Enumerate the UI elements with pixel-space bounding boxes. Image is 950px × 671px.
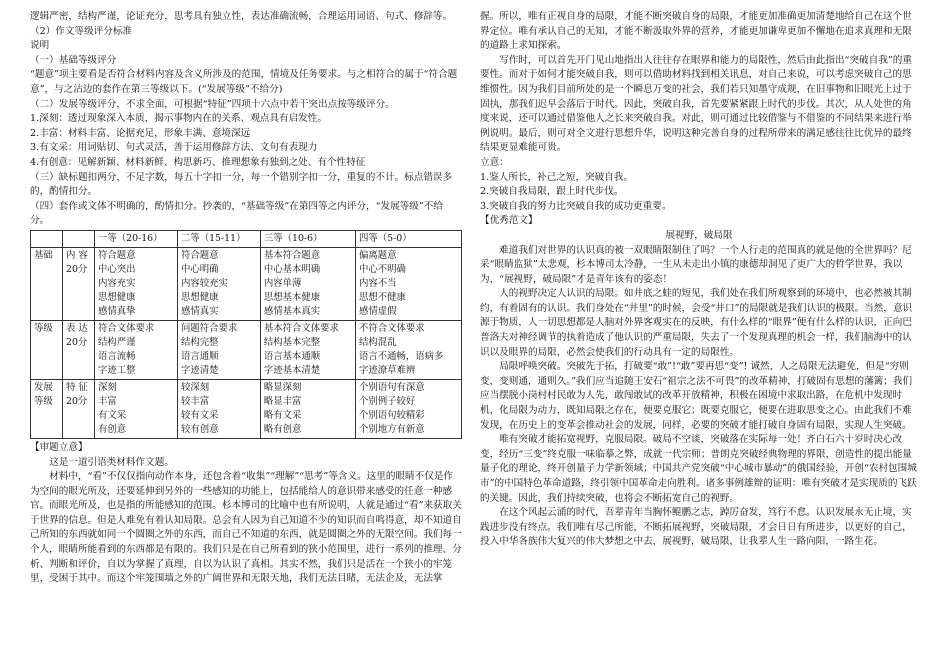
table-cell: 问题符合要求 结构完整 语言通顺 字迹清楚 — [177, 320, 260, 379]
development-item: 3.有文采：用词贴切、句式灵活，善于运用修辞方法、文句有表现力 — [30, 142, 318, 154]
table-row — [31, 247, 462, 320]
table-row — [31, 379, 462, 438]
table-cell: 符合文体要求 结构严谨 语言流畅 字迹工整 — [95, 320, 178, 379]
grading-table — [30, 230, 462, 439]
table-header: 二等（15-11） — [177, 230, 260, 247]
table-cell: 偏离题意 中心不明确 内容不当 思想不健康 感情虚假 — [355, 247, 461, 320]
row-item-label: 内 容 20分 — [63, 247, 95, 320]
idea-item: 3.突破自我的努力比突破自我的成功更重要。 — [480, 200, 672, 212]
penalty-rules: （三）缺标题扣两分，不足字数，每五十字扣一分，每一个错别字扣一分，重复的不计。标点错误多的，酌情扣分。 — [30, 171, 453, 198]
row-group-label: 基础 — [31, 247, 63, 320]
table-cell: 基本符合题意 中心基本明确 内容单薄 思想基本健康 感情基本真实 — [260, 247, 355, 320]
section-2-title: （2）作文等级评分标准 — [30, 25, 133, 37]
explain-label: 说明 — [30, 40, 50, 52]
idea-title: 立意： — [480, 156, 509, 168]
essay-paragraph: 在这个风起云涌的时代，吾辈青年当胸怀鲲鹏之志，踔厉奋发，笃行不怠。认识发展永无止境，实践进步没有终点。我们唯有尽己所能，不断拓展视野，突破局限，才会日日有所进步，以更好的自己，投入中华各族伟大复兴的伟大梦想之中去，展视野，破局限，让我辈人生一路向阳，一路生花。 — [480, 507, 912, 548]
table-cell: 符合题意 中心突出 内容充实 思想健康 感情真挚 — [95, 247, 178, 320]
writing-guidance: 写作时，可以首先开门见山地指出人往往存在眼界和能力的局限性，然后由此指出“突破自我”的重要性。而对于如何才能突破自我，则可以借助材料找到相关讯息，对自己来说，可以考虑突破自己的思维惯性。因为我们目前所处的是一个瞬息万变的社会，我们若只知墨守成规，在旧事物和旧眼光上过于固执，那我们迟早会落后于时代。因此，突破自我，首先要紧紧跟上时代的步伐。其次，从人处世的角度来说，还可以通过借鉴他人之长来突破自我。对此，则可通过比较借鉴与不借鉴的不同结果来进行举例说明。最后，则可对全文进行思想升华，说明这种完善自身的过程所带来的满足感往往比优异的最终结果更显难能可贵。 — [480, 54, 912, 154]
idea-item: 2.突破自我局限，跟上时代步伐。 — [480, 186, 624, 198]
idea-item: 1.鉴人所长，补己之短，突破自我。 — [480, 171, 634, 183]
essay-paragraph: 人的视野决定人认识的局限。如井底之蛙的短见，我们处在我们所观察到的环境中，也必然被其制约，有着固有的认识。我们身处在“井里”的时候，会受“井口”的局限就是我们认识的极限。当然，意识源于物质，人一切思想都是人脑对外界客观实在的反映，有什么样的“眼界”便有什么样的认识，正向巴普洛夫对神经调节的执着造成了他认识的严重局限，失去了一个发现真理的机会一样，我们脑海中的认识以及眼界的局限，必然会使我们的行动具有一定的局限性。 — [480, 288, 913, 358]
table-cell: 较深刻 较丰富 较有文采 较有创意 — [177, 379, 260, 438]
row-group-label: 等级 — [31, 320, 63, 379]
continued-paragraph: 握。所以，唯有正视自身的局限，才能不断突破自身的局限，才能更加准确更加清楚地给自己在这个世界定位。唯有承认自己的无知，才能不断汲取外界的营养，才能更加谦卑更加不懈地在追求真理和无限的道路上求知探索。 — [480, 11, 912, 52]
essay-paragraph: 唯有突破才能拓宽视野，克服局限。破局不空谈，突破落在实际每一处！齐白石六十岁时决心改变，经历“三变”终克服一味临摹之弊，成就一代宗师；普朗克突破经典物理的界限，创造性的提出能量量子化的理论，终开创量子力学新领域；中国共产党突破“中心城市暴动”的俄国经验，开创“农村包围城市”的中国特色革命道路，终引领中国革命走向胜利。诸多事例雄辩的证明：唯有突破才是实现质的飞跃的关键。因此，我们持续突破，也将会不断拓宽自己的视野。 — [480, 434, 917, 504]
development-grade-title: （二）发展等级评分，不求全面，可根据“特征”四项十六点中若干突出点按等级评分。 — [30, 98, 395, 110]
fourth-rule: （四）套作或文体不明确的，酌情扣分。抄袭的，“基础等级”在第四等之内评分，“发展等级”不给分。 — [30, 200, 443, 227]
table-cell: 不符合文体要求 结构混乱 语言不通畅，语病多 字迹潦草难辨 — [355, 320, 461, 379]
audit-paragraph: 材料中，“看”不仅仅指向动作本身，还包含着“收集”“理解”“思考”等含义。这里的眼睛不仅是作为空间的眼光所及，还要延伸到另外的一些感知的功能上，包括能给人的意识带来感受的任意一种感官。而眼光所及，也是指的所能感知的范围。杉本博司的比喻中也有所说明，人就是通过“看”来获取关于世界的信息。但是人难免有着认知局限。总会有人因为自己知道不少的知识而自鸣得意，却不知道自己所知的东西就如同一个圆圈之外的东西，而自己不知道的东西，就是圆圈之外的无限空间。我们每一个人，眼睛所能看到的东西都是有限的。我们只是在自己所看到的狭小范围里，进行一系列的推理、分析、判断和评价，自以为掌握了真理，自以为认识了真相。其实不然，我们只是活在一个狭小的牢笼里，受困于其中。而这个牢笼围墙之外的广阔世界和无限天地，我们无法目睹，无法企及，无法掌 — [30, 471, 462, 585]
row-item-label: 表 达 20分 — [63, 320, 95, 379]
development-item: 4.有创意：见解新颖、材料新鲜、构思新巧、推理想象有独到之处、有个性特征 — [30, 156, 366, 168]
table-header: 三等（10-6） — [260, 230, 355, 247]
basic-grade-text: “题意”项主要看是否符合材料内容及含义所涉及的范围，情境及任务要求。与之相符合的属于“符合题意”，与之沾边的套作在第三等级以下。(“发展等级”不给分) — [30, 69, 458, 95]
table-corner — [63, 230, 95, 247]
table-cell: 略显深刻 略显丰富 略有文采 略有创意 — [260, 379, 355, 438]
intro-line: 逻辑严密，结构严谨，论证充分，思考具有独立性，表达准确流畅，合理运用词语、句式、修辞等。 — [30, 11, 453, 22]
table-cell: 基本符合文体要求 结构基本完整 语言基本通顺 字迹基本清楚 — [260, 320, 355, 379]
development-item: 1.深刻：透过现象深入本质，揭示事物内在的关系、观点具有启发性。 — [30, 113, 327, 125]
row-item-label: 特 征 20分 — [63, 379, 95, 438]
table-row — [31, 320, 462, 379]
audit-title: 【审题立意】 — [30, 441, 88, 453]
audit-paragraph: 这是一道引语类材料作文题。 — [49, 456, 174, 468]
sample-title: 【优秀范文】 — [480, 215, 538, 227]
table-cell: 深刻 丰富 有文采 有创意 — [95, 379, 178, 438]
table-header: 四等（5-0） — [355, 230, 461, 247]
table-corner — [31, 230, 63, 247]
essay-paragraph: 难道我们对世界的认识真的被一双眼睛限制住了吗？一个人行走的范围真的就是他的全世界吗？尼采“眼睛监狱”太悲观，杉本博司太冷静，一生从未走出小镇的康德却洞见了更广大的哲学世界，我以为，“展视野，破局限”才是青年该有的姿态！ — [480, 244, 912, 285]
left-column — [30, 10, 462, 587]
row-group-label: 发展等级 — [31, 379, 63, 438]
essay-paragraph: 局限呼唤突破。突破先于拓，打破要“敢”!“敢”要再思“变”! 诚然，人之局限无法避免，但是“穷则变，变则通，通则久。”我们应当追随王安石“祖宗之法不可畏”的改革精神，打破固有思想的藩篱；我们应当摆脱小岗村村民敢为人先，敢闯敢试的改革开放精神，积极在困境中求取出路，在危机中发现时机，化局限为动力，既知局限之存在，便要克服它；既要克服它，便要在进取思变之心。由此我们不难发现，在历史上的变革会推动社会的发展，同样，必要的突破才能打破自身固有局限，实现人生突破。 — [480, 361, 913, 431]
table-header-row — [31, 230, 462, 247]
essay-title: 展视野，破局限 — [665, 229, 733, 241]
right-column — [480, 10, 918, 550]
basic-grade-title: （一）基础等级评分 — [30, 54, 117, 66]
table-cell: 符合题意 中心明确 内容较充实 思想健康 感情真实 — [177, 247, 260, 320]
table-header: 一等（20-16） — [95, 230, 178, 247]
development-item: 2.丰富：材料丰富、论据充足，形象丰满、意境深远 — [30, 127, 251, 139]
table-cell: 个别语句有深意 个别例子较好 个别语句较精彩 个别地方有新意 — [355, 379, 461, 438]
